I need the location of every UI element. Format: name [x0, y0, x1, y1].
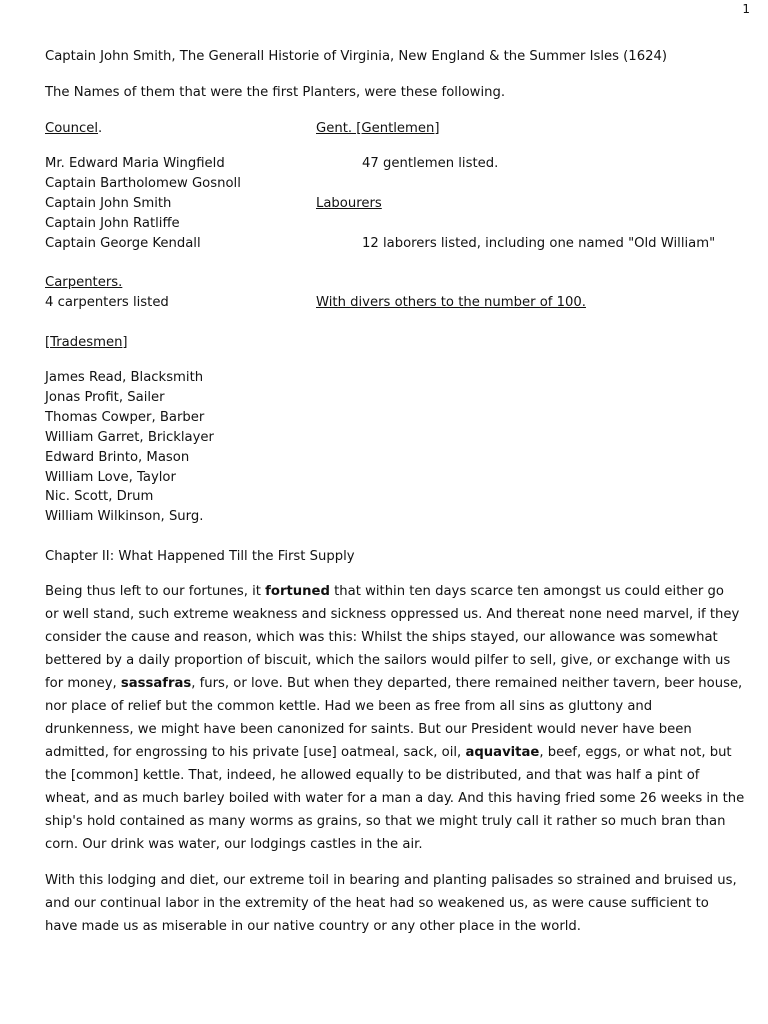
tradesman: William Garret, Bricklayer — [45, 430, 214, 445]
tradesman: Nic. Scott, Drum — [45, 489, 154, 504]
labourers-note: 12 laborers listed, including one named "Old William" — [362, 236, 716, 251]
council-member: Captain George Kendall — [45, 236, 201, 251]
others-note: With divers others to the number of 100. — [316, 295, 586, 310]
tradesman: Thomas Cowper, Barber — [45, 410, 205, 425]
paragraph-line: and our continual labor in the extremity of the heat had so weakened us, as were cause sufficient to — [45, 896, 709, 911]
paragraph-line: consider the cause and reason, which was this: Whilst the ships stayed, our allowance was somewhat — [45, 630, 718, 645]
gentlemen-heading: Gent. [Gentlemen] — [316, 121, 440, 136]
tradesman: James Read, Blacksmith — [45, 370, 204, 385]
paragraph-line: bettered by a daily proportion of biscuit, which the sailors would pilfer to sell, give, or exchange with us — [45, 653, 731, 668]
labourers-heading: Labourers — [316, 196, 382, 211]
intro-line: The Names of them that were the first Planters, were these following. — [45, 85, 506, 100]
paragraph-line: drunkenness, we might have been canonized for saints. But our President would never have been — [45, 722, 692, 737]
carpenters-heading: Carpenters. — [45, 275, 123, 290]
council-heading-suffix: . — [98, 121, 103, 136]
council-heading-text: Councel — [45, 121, 99, 136]
bold-term: sassafras — [120, 676, 192, 691]
paragraph-line: corn. Our drink was water, our lodgings castles in the air. — [45, 837, 423, 852]
paragraph-line: With this lodging and diet, our extreme toil in bearing and planting palisades so strained and bruised us, — [45, 873, 737, 888]
page-number: 1 — [742, 2, 750, 16]
paragraph-line: the [common] kettle. That, indeed, he allowed equally to be distributed, and that was half a pint of — [45, 768, 700, 783]
paragraph-line: wheat, and as much barley boiled with water for a man a day. And this having fried some 26 weeks in the — [45, 791, 745, 806]
chapter-heading: Chapter II: What Happened Till the First Supply — [45, 549, 355, 564]
council-member: Captain John Ratliffe — [45, 216, 180, 231]
source-title: Captain John Smith, The Generall Historie of Virginia, New England & the Summer Isles (1624) — [45, 49, 668, 64]
text-run: Being thus left to our fortunes, it — [45, 584, 266, 599]
tradesmen-heading: [Tradesmen] — [45, 335, 128, 350]
text-run: , beef, eggs, or what not, but — [539, 745, 732, 760]
tradesman: Edward Brinto, Mason — [45, 450, 190, 465]
council-member: Captain Bartholomew Gosnoll — [45, 176, 241, 191]
paragraph-line — [45, 741, 735, 764]
paragraph-line — [45, 672, 743, 695]
council-heading — [45, 120, 102, 138]
paragraph-line: have made us as miserable in our native country or any other place in the world. — [45, 919, 581, 934]
paragraph-line — [45, 580, 735, 603]
paragraph-1 — [45, 580, 745, 856]
gentlemen-note: 47 gentlemen listed. — [362, 156, 499, 171]
paragraph-2 — [45, 869, 735, 938]
tradesman: William Wilkinson, Surg. — [45, 509, 204, 524]
council-member: Captain John Smith — [45, 196, 172, 211]
tradesman: William Love, Taylor — [45, 470, 176, 485]
tradesman: Jonas Profit, Sailer — [45, 390, 165, 405]
carpenters-note: 4 carpenters listed — [45, 295, 169, 310]
council-member: Mr. Edward Maria Wingfield — [45, 156, 225, 171]
text-run: , furs, or love. But when they departed, there remained neither tavern, beer house, — [191, 676, 743, 691]
bold-term: aquavitae — [465, 745, 540, 760]
text-run: that within ten days scarce ten amongst us could either go — [329, 584, 724, 599]
paragraph-line: or well stand, such extreme weakness and sickness oppressed us. And thereat none need marvel, if they — [45, 607, 740, 622]
paragraph-line: ship's hold contained as many worms as grains, so that we might truly call it rather so much bran than — [45, 814, 726, 829]
text-run: admitted, for engrossing to his private [use] oatmeal, sack, oil, — [45, 745, 466, 760]
bold-term: fortuned — [265, 584, 330, 599]
text-run: for money, — [45, 676, 121, 691]
paragraph-line: nor place of relief but the common kettle. Had we been as free from all sins as gluttony and — [45, 699, 653, 714]
